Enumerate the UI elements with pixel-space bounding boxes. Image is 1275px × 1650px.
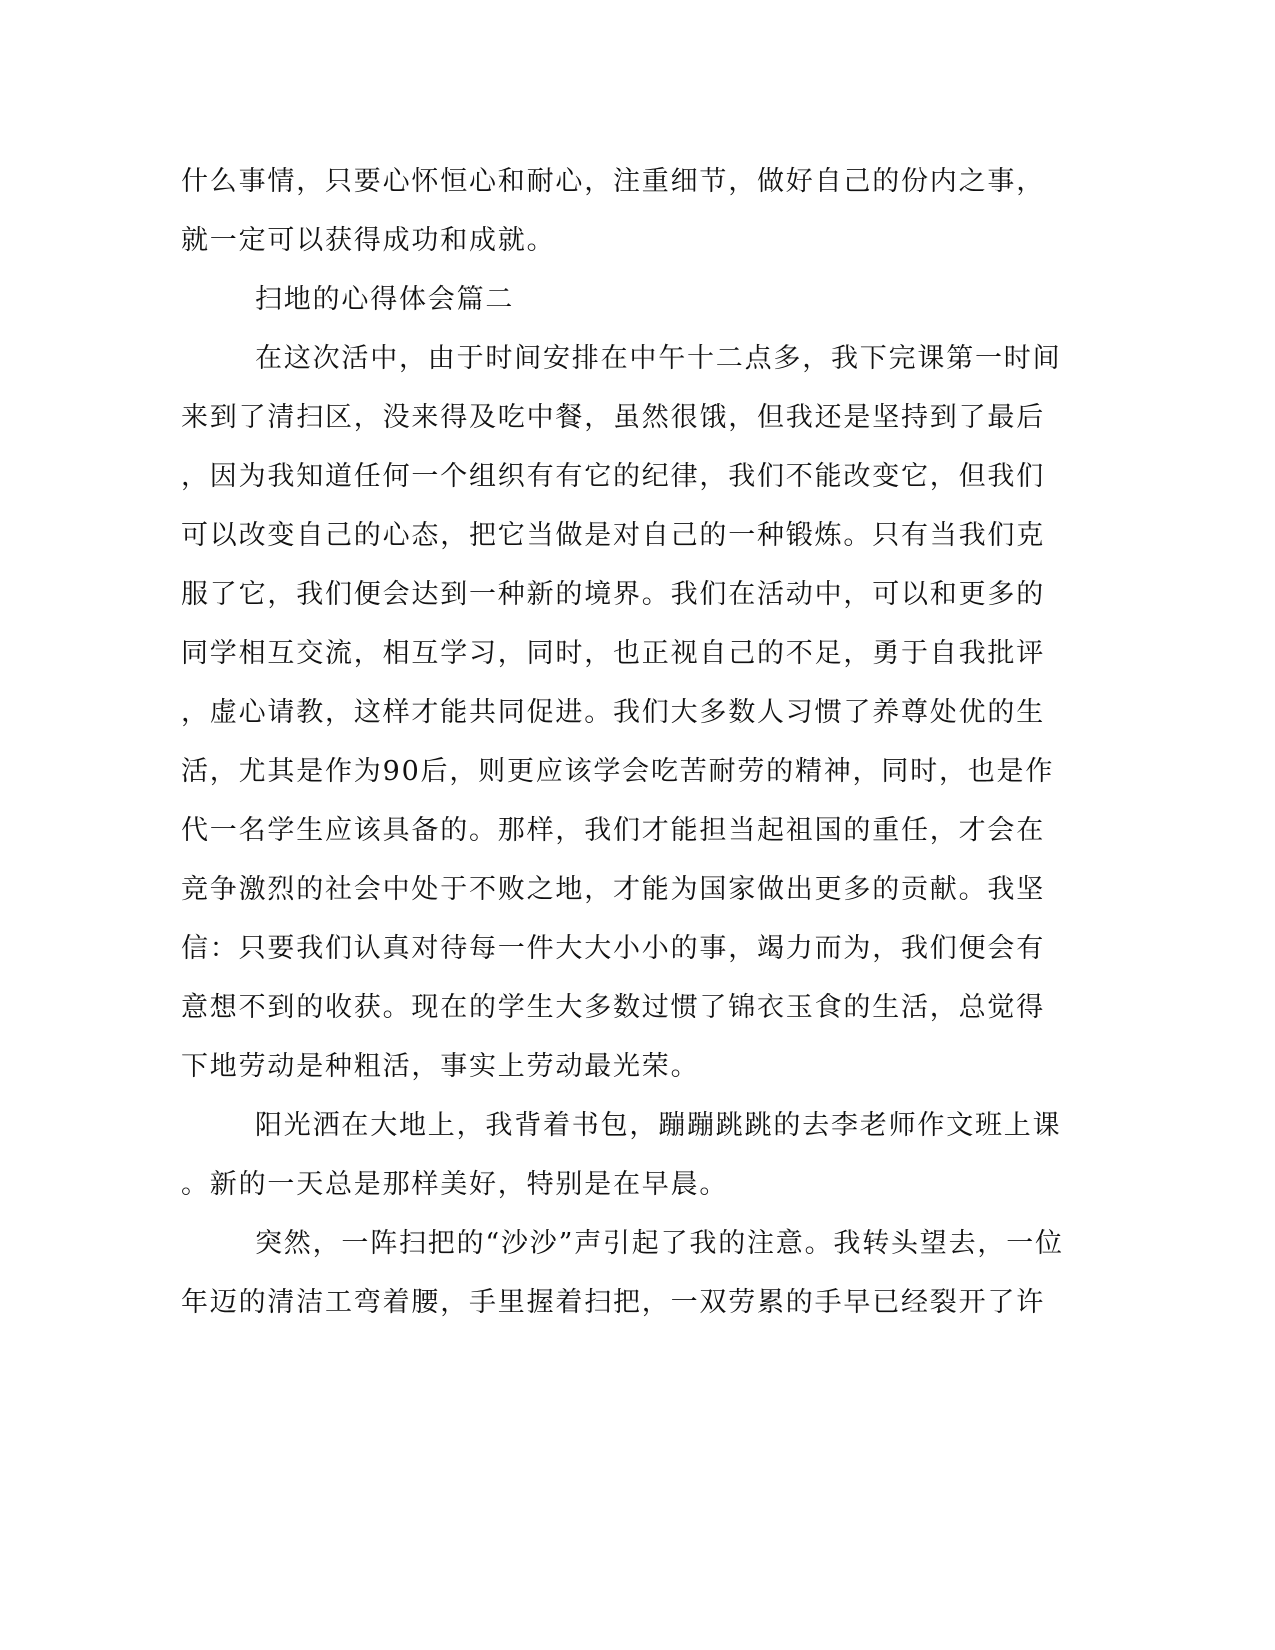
text-line: 什么事情，只要心怀恒心和耐心，注重细节，做好自己的份内之事， — [181, 166, 1045, 197]
text-line: 竞争激烈的社会中处于不败之地，才能为国家做出更多的贡献。我坚 — [181, 874, 1045, 905]
text-line: 服了它，我们便会达到一种新的境界。我们在活动中，可以和更多的 — [181, 579, 1045, 610]
text-line: 。新的一天总是那样美好，特别是在早晨。 — [181, 1169, 729, 1200]
paragraph-first-line: 突然，一阵扫把的“沙沙”声引起了我的注意。我转头望去，一位 — [255, 1228, 1064, 1259]
section-heading: 扫地的心得体会篇二 — [255, 284, 515, 315]
text-line: 活，尤其是作为90后，则更应该学会吃苦耐劳的精神，同时，也是作 — [181, 756, 1055, 787]
paragraph-first-line: 在这次活中，由于时间安排在中午十二点多，我下完课第一时间 — [255, 343, 1062, 374]
text-line: ，因为我知道任何一个组织有有它的纪律，我们不能改变它，但我们 — [181, 461, 1045, 492]
text-line: 来到了清扫区，没来得及吃中餐，虽然很饿，但我还是坚持到了最后 — [181, 402, 1045, 433]
text-line: ，虚心请教，这样才能共同促进。我们大多数人习惯了养尊处优的生 — [181, 697, 1045, 728]
text-line: 代一名学生应该具备的。那样，我们才能担当起祖国的重任，才会在 — [181, 815, 1045, 846]
paragraph-first-line: 阳光洒在大地上，我背着书包，蹦蹦跳跳的去李老师作文班上课 — [255, 1110, 1062, 1141]
text-line: 意想不到的收获。现在的学生大多数过惯了锦衣玉食的生活，总觉得 — [181, 992, 1045, 1023]
text-line: 就一定可以获得成功和成就。 — [181, 225, 556, 256]
text-line: 下地劳动是种粗活，事实上劳动最光荣。 — [181, 1051, 700, 1082]
text-line: 同学相互交流，相互学习，同时，也正视自己的不足，勇于自我批评 — [181, 638, 1045, 669]
text-line: 信：只要我们认真对待每一件大大小小的事，竭力而为，我们便会有 — [181, 933, 1045, 964]
text-line: 可以改变自己的心态，把它当做是对自己的一种锻炼。只有当我们克 — [181, 520, 1045, 551]
text-line: 年迈的清洁工弯着腰，手里握着扫把，一双劳累的手早已经裂开了许 — [181, 1287, 1045, 1318]
